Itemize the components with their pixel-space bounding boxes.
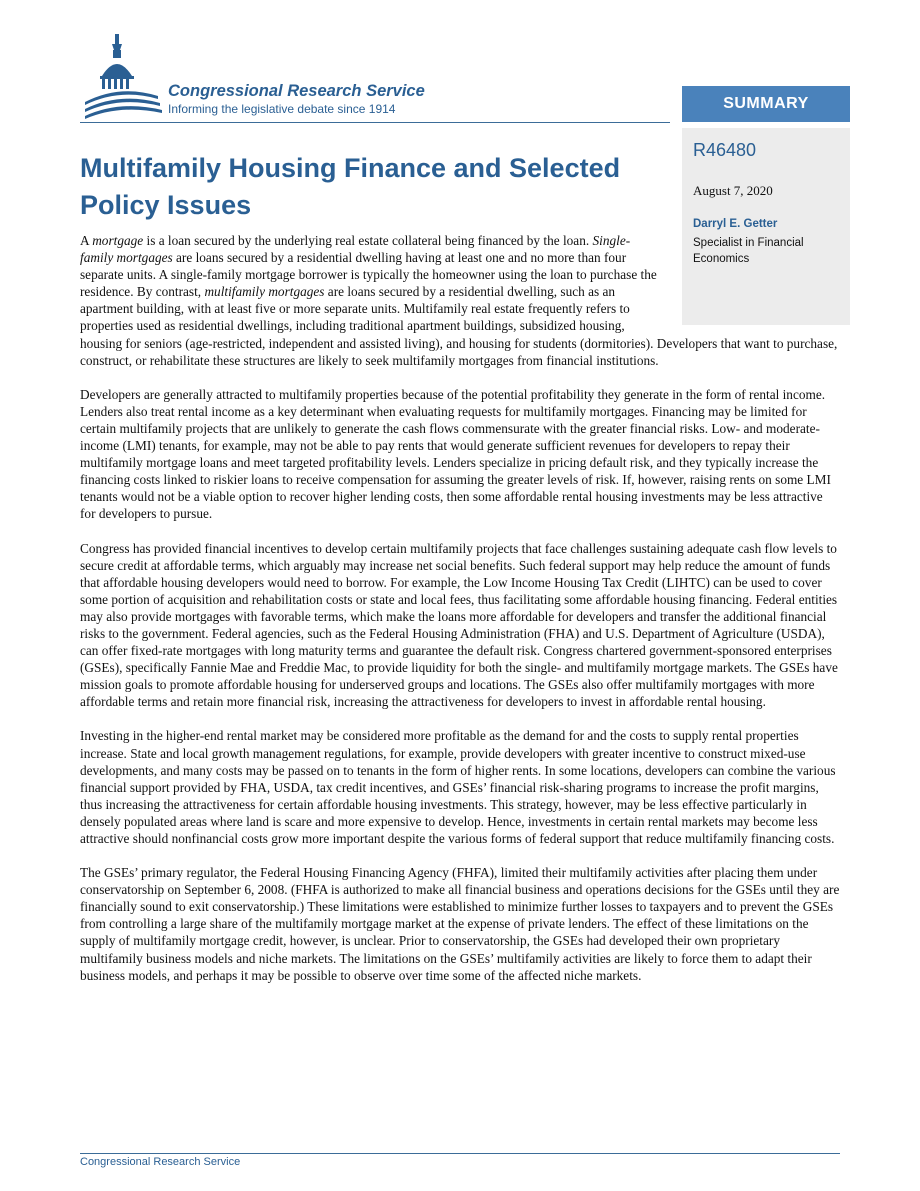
org-tagline: Informing the legislative debate since 1914	[168, 102, 396, 116]
p1-text-a: A	[80, 233, 93, 248]
paragraph-3: Congress has provided financial incentives to develop certain multifamily projects that face challenges sustaining adequate cash flow levels to secure credit at affordable terms, which arguably may increase net social benefits. Such federal support may help reduce the amount of funds that affordable housing developers would need to borrow. For example, the Low Income Housing Tax Credit (LIHTC) can be used to cover some portion of acquisition and rehabilitation costs or state and local fees, thus facilitating some affordable housing financing. Federal entities may also provide mortgages with favorable terms, which make the loans more affordable for developers and transfer the additional financial risks to the government. Federal agencies, such as the Federal Housing Administration (FHA) and U.S. Department of Agriculture (USDA), can offer fixed-rate mortgages with long maturity terms and guarantee the default risk. Congress chartered government-sponsored enterprises (GSEs), specifically Fannie Mae and Freddie Mac, to provide liquidity for both the single- and multifamily mortgage markets. The GSEs have mission goals to promote affordable housing for underserved groups and locations. The GSEs also offer multifamily mortgages with more affordable terms and retain more financial risk, increasing the attractiveness for developers to invest in affordable rental housing.	[80, 540, 838, 710]
summary-heading: SUMMARY	[682, 86, 850, 122]
report-date: August 7, 2020	[693, 183, 773, 198]
crs-logo[interactable]	[80, 32, 680, 127]
author-name[interactable]: Darryl E. Getter	[693, 218, 778, 230]
footer-divider	[80, 1153, 840, 1154]
page-title: Multifamily Housing Finance and Selected Policy Issues	[80, 153, 621, 220]
paragraph-4: Investing in the higher-end rental market may be considered more profitable as the demand for and the costs to supply rental properties increase. State and local growth management regulations, for example, provide developers with greater incentive to construct mixed-use developments, and many costs may be passed on to tenants in the form of higher rents. In some locations, developers can combine the various financial support provided by FHA, USDA, tax credit incentives, and GSEs’ financial risk-sharing programs to increase the profit margins, thus increasing the attractiveness for certain affordable housing investments. This strategy, however, may be less effective particularly in densely populated areas where land is scare and more expensive to develop. Hence, investments in certain rental markets may become less attractive should nonfinancial costs grow more important despite the various forms of federal support that reduce multifamily financing costs.	[80, 728, 836, 846]
author-title: Specialist in Financial Economics	[693, 237, 804, 265]
capitol-dome-icon	[80, 32, 165, 122]
term-mortgage: mortgage	[92, 233, 144, 248]
footer-org-name: Congressional Research Service	[80, 1156, 241, 1168]
org-name: Congressional Research Service	[168, 82, 425, 100]
report-number: R46480	[693, 140, 757, 160]
header-divider	[80, 122, 670, 123]
term-multifamily: multifamily mortgages	[204, 284, 325, 300]
summary-body	[80, 232, 840, 1001]
paragraph-2: Developers are generally attracted to multifamily properties because of the potential profitability they generate in the form of rental income. Lenders also treat rental income as a key determinant when evaluating requests for multifamily mortgages. Financing may be limited for certain multifamily projects that are unlikely to generate the cash flows commensurate with the greater financial risks. Low- and moderate-income (LMI) tenants, for example, may not be able to pay rents that would generate sufficient revenues for developers to repay their multifamily mortgage loans and meet targeted profitability levels. Lenders specialize in pricing default risk, and they typically increase the financing costs linked to riskier loans to receive compensation for assuming the greater levels of risk. If, however, raising rents on some LMI tenants would not be a viable option to recover higher lending costs, then some affordable rental housing investments may be less attractive for developers to pursue.	[80, 386, 831, 522]
term-single-family: Single-family mortgages	[80, 233, 631, 266]
p1-text-e: are loans secured by a residential dwelling having at least one and no more than four separate units. A single-family mortgage borrower is typically the homeowner using the loan to purchase the residence. By contrast,	[80, 250, 657, 300]
paragraph-5: The GSEs’ primary regulator, the Federal Housing Financing Agency (FHFA), limited their multifamily activities after placing them under conservatorship on September 6, 2008. (FHFA is authorized to make all financial business and operations decisions for the GSEs until they are financially sound to exit conservatorship.) These limitations were established to minimize further losses to taxpayers and to prevent the GSEs from controlling a large share of the multifamily mortgage market at the expense of private lenders. The effect of these limitations on the supply of multifamily mortgage credit, however, is unclear. Prior to conservatorship, the GSEs had developed their own proprietary multifamily business models and niche markets. The limitations on the GSEs’ multifamily activities are likely to force them to adapt their business models, and perhaps it may be possible to observe over time some of the affected niche markets.	[80, 865, 840, 983]
p1-text-c: is a loan secured by the underlying real estate collateral being financed by the loan.	[143, 233, 593, 248]
p1-text-g: are loans secured by a residential dwelling, such as an apartment building, with at least five or more separate units. Multifamily real estate frequently refers to properties used as residential dwellings, including traditional apartment buildings, subsidized housing, housing for seniors (age-restricted, independent and assisted living), and housing for students (dormitories). Developers that want to purchase, construct, or rehabilitate these structures are likely to seek multifamily mortgages from financial institutions.	[80, 284, 838, 368]
sidebar-wrap-spacer	[660, 232, 840, 326]
